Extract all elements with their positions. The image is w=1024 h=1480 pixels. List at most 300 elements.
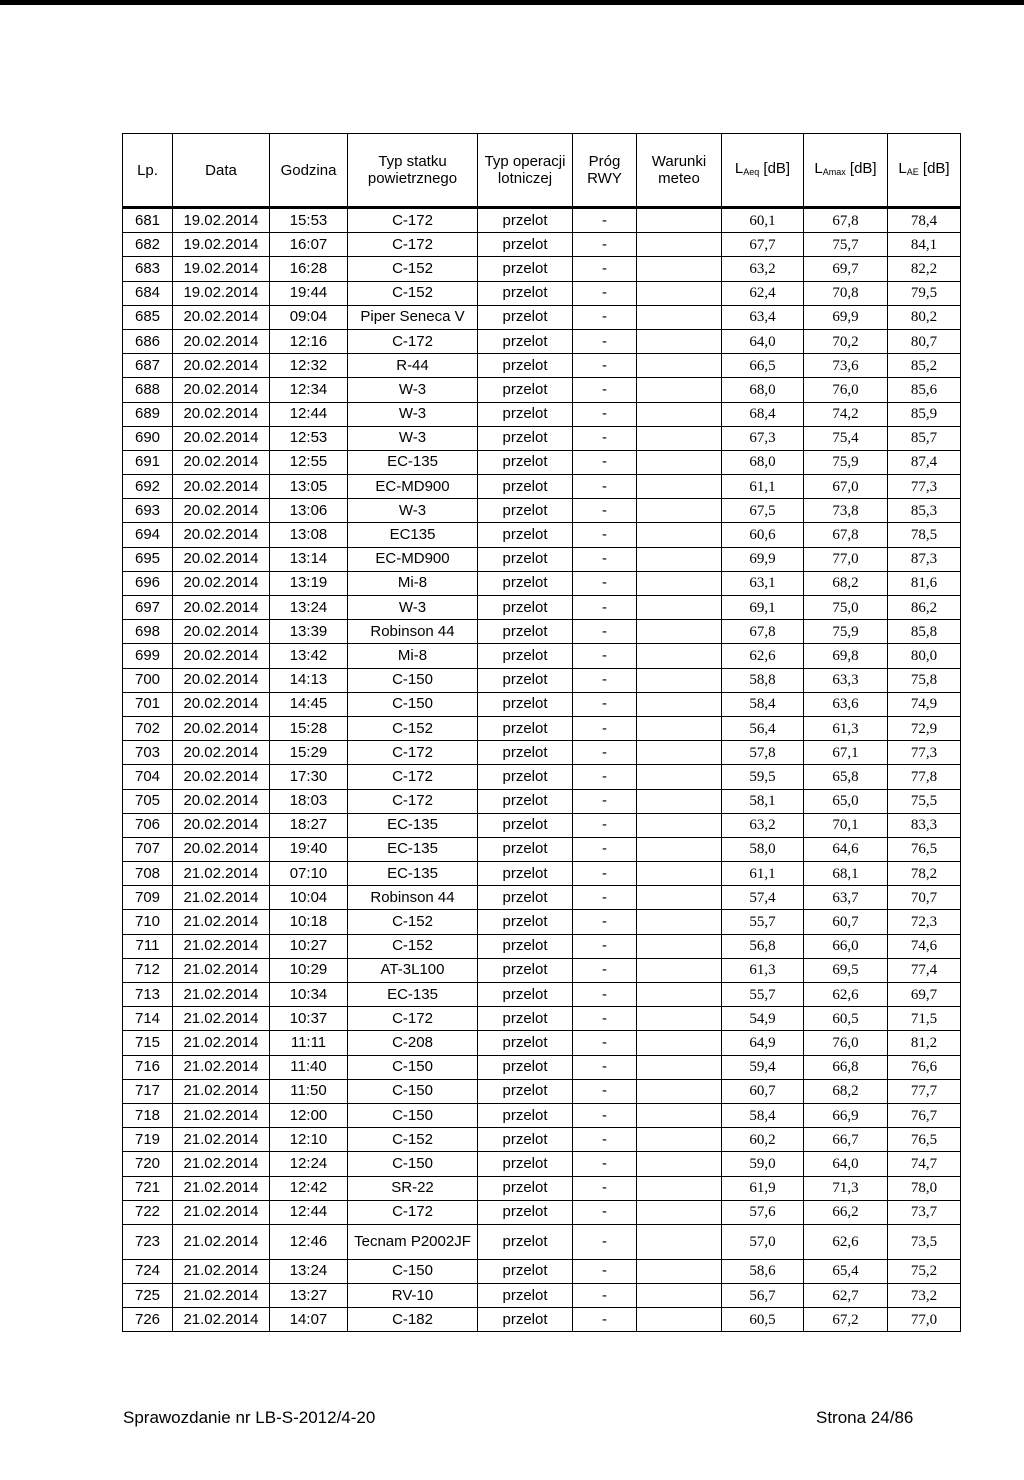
cell-lp: 726 <box>123 1308 173 1332</box>
cell-prog-rwy: - <box>573 741 637 765</box>
cell-lamax: 66,9 <box>804 1103 888 1127</box>
cell-prog-rwy: - <box>573 983 637 1007</box>
cell-data: 20.02.2014 <box>173 475 270 499</box>
header-lamax-unit: [dB] <box>845 159 877 177</box>
cell-lae: 78,0 <box>888 1176 961 1200</box>
cell-prog-rwy: - <box>573 208 637 233</box>
cell-prog-rwy: - <box>573 934 637 958</box>
cell-godzina: 13:05 <box>270 475 348 499</box>
cell-prog-rwy: - <box>573 547 637 571</box>
cell-lamax: 67,2 <box>804 1308 888 1332</box>
cell-lamax: 62,6 <box>804 983 888 1007</box>
cell-typ-statku: W-3 <box>348 378 478 402</box>
cell-godzina: 12:53 <box>270 426 348 450</box>
cell-data: 19.02.2014 <box>173 281 270 305</box>
cell-lae: 75,5 <box>888 789 961 813</box>
report-number: Sprawozdanie nr LB-S-2012/4-20 <box>123 1408 376 1427</box>
cell-typ-statku: C-172 <box>348 329 478 353</box>
cell-lp: 719 <box>123 1128 173 1152</box>
cell-typ-statku: W-3 <box>348 596 478 620</box>
cell-warunki-meteo <box>637 354 722 378</box>
cell-laeq: 67,7 <box>722 233 804 257</box>
cell-laeq: 63,1 <box>722 571 804 595</box>
cell-godzina: 10:37 <box>270 1007 348 1031</box>
cell-data: 20.02.2014 <box>173 668 270 692</box>
cell-typ-statku: C-172 <box>348 741 478 765</box>
cell-warunki-meteo <box>637 1055 722 1079</box>
cell-prog-rwy: - <box>573 233 637 257</box>
cell-warunki-meteo <box>637 402 722 426</box>
cell-typ-statku: W-3 <box>348 426 478 450</box>
cell-godzina: 12:10 <box>270 1128 348 1152</box>
top-border-rule <box>0 0 1024 5</box>
cell-lamax: 68,2 <box>804 571 888 595</box>
cell-warunki-meteo <box>637 523 722 547</box>
cell-laeq: 63,4 <box>722 305 804 329</box>
cell-warunki-meteo <box>637 1103 722 1127</box>
cell-prog-rwy: - <box>573 692 637 716</box>
cell-lamax: 69,9 <box>804 305 888 329</box>
cell-warunki-meteo <box>637 741 722 765</box>
cell-data: 20.02.2014 <box>173 450 270 474</box>
cell-prog-rwy: - <box>573 1031 637 1055</box>
cell-godzina: 15:28 <box>270 716 348 740</box>
table-row <box>123 1103 961 1127</box>
cell-laeq: 56,7 <box>722 1284 804 1308</box>
cell-data: 21.02.2014 <box>173 934 270 958</box>
cell-lp: 723 <box>123 1224 173 1259</box>
cell-typ-operacji: przelot <box>478 886 573 910</box>
cell-lamax: 77,0 <box>804 547 888 571</box>
cell-warunki-meteo <box>637 547 722 571</box>
cell-godzina: 13:24 <box>270 596 348 620</box>
cell-typ-statku: C-150 <box>348 1103 478 1127</box>
cell-laeq: 54,9 <box>722 1007 804 1031</box>
cell-lamax: 63,3 <box>804 668 888 692</box>
cell-warunki-meteo <box>637 1259 722 1283</box>
cell-godzina: 18:27 <box>270 813 348 837</box>
table-row <box>123 668 961 692</box>
cell-laeq: 55,7 <box>722 983 804 1007</box>
cell-lae: 77,0 <box>888 1308 961 1332</box>
cell-typ-statku: EC135 <box>348 523 478 547</box>
cell-lamax: 69,7 <box>804 257 888 281</box>
cell-lae: 85,2 <box>888 354 961 378</box>
table-row <box>123 1152 961 1176</box>
cell-prog-rwy: - <box>573 523 637 547</box>
cell-lamax: 71,3 <box>804 1176 888 1200</box>
cell-godzina: 11:11 <box>270 1031 348 1055</box>
cell-typ-operacji: przelot <box>478 958 573 982</box>
cell-data: 20.02.2014 <box>173 644 270 668</box>
cell-typ-operacji: przelot <box>478 1031 573 1055</box>
cell-typ-operacji: przelot <box>478 596 573 620</box>
cell-prog-rwy: - <box>573 329 637 353</box>
cell-lp: 682 <box>123 233 173 257</box>
cell-laeq: 63,2 <box>722 813 804 837</box>
cell-laeq: 64,0 <box>722 329 804 353</box>
table-row <box>123 1176 961 1200</box>
cell-lp: 705 <box>123 789 173 813</box>
cell-data: 21.02.2014 <box>173 1200 270 1224</box>
cell-lp: 716 <box>123 1055 173 1079</box>
cell-godzina: 12:46 <box>270 1224 348 1259</box>
cell-godzina: 14:45 <box>270 692 348 716</box>
table-row <box>123 886 961 910</box>
table-row <box>123 983 961 1007</box>
cell-prog-rwy: - <box>573 716 637 740</box>
cell-lamax: 76,0 <box>804 1031 888 1055</box>
cell-typ-statku: C-150 <box>348 1152 478 1176</box>
cell-lamax: 63,6 <box>804 692 888 716</box>
cell-typ-statku: W-3 <box>348 499 478 523</box>
cell-data: 21.02.2014 <box>173 862 270 886</box>
cell-laeq: 60,5 <box>722 1308 804 1332</box>
cell-prog-rwy: - <box>573 620 637 644</box>
cell-data: 20.02.2014 <box>173 741 270 765</box>
cell-typ-statku: Mi-8 <box>348 644 478 668</box>
cell-laeq: 67,5 <box>722 499 804 523</box>
cell-data: 20.02.2014 <box>173 789 270 813</box>
cell-prog-rwy: - <box>573 910 637 934</box>
cell-prog-rwy: - <box>573 257 637 281</box>
cell-godzina: 12:16 <box>270 329 348 353</box>
table-row <box>123 257 961 281</box>
cell-warunki-meteo <box>637 1308 722 1332</box>
header-lamax <box>804 134 888 208</box>
cell-laeq: 58,1 <box>722 789 804 813</box>
cell-typ-statku: C-172 <box>348 233 478 257</box>
cell-warunki-meteo <box>637 837 722 861</box>
cell-lae: 78,5 <box>888 523 961 547</box>
cell-typ-statku: EC-MD900 <box>348 475 478 499</box>
cell-lp: 711 <box>123 934 173 958</box>
cell-lp: 698 <box>123 620 173 644</box>
cell-lp: 685 <box>123 305 173 329</box>
cell-typ-statku: EC-135 <box>348 862 478 886</box>
header-laeq-unit: [dB] <box>759 159 791 177</box>
table-row <box>123 1224 961 1259</box>
cell-typ-statku: C-152 <box>348 281 478 305</box>
cell-typ-statku: C-208 <box>348 1031 478 1055</box>
cell-lp: 697 <box>123 596 173 620</box>
cell-laeq: 62,6 <box>722 644 804 668</box>
cell-lae: 87,4 <box>888 450 961 474</box>
cell-prog-rwy: - <box>573 837 637 861</box>
cell-prog-rwy: - <box>573 789 637 813</box>
cell-prog-rwy: - <box>573 1007 637 1031</box>
cell-lamax: 60,7 <box>804 910 888 934</box>
header-lamax-sub: Amax <box>822 166 846 177</box>
cell-warunki-meteo <box>637 281 722 305</box>
cell-typ-operacji: przelot <box>478 305 573 329</box>
table-row <box>123 934 961 958</box>
cell-prog-rwy: - <box>573 354 637 378</box>
table-row <box>123 862 961 886</box>
cell-prog-rwy: - <box>573 765 637 789</box>
cell-laeq: 57,4 <box>722 886 804 910</box>
cell-data: 21.02.2014 <box>173 1259 270 1283</box>
cell-godzina: 11:50 <box>270 1079 348 1103</box>
cell-data: 21.02.2014 <box>173 1031 270 1055</box>
cell-typ-statku: W-3 <box>348 402 478 426</box>
cell-typ-operacji: przelot <box>478 329 573 353</box>
cell-lae: 78,4 <box>888 208 961 233</box>
cell-lae: 85,6 <box>888 378 961 402</box>
cell-lamax: 68,1 <box>804 862 888 886</box>
cell-data: 20.02.2014 <box>173 813 270 837</box>
cell-laeq: 69,9 <box>722 547 804 571</box>
cell-data: 21.02.2014 <box>173 1284 270 1308</box>
header-lp: Lp. <box>123 134 173 208</box>
cell-typ-operacji: przelot <box>478 862 573 886</box>
cell-laeq: 57,8 <box>722 741 804 765</box>
cell-godzina: 13:19 <box>270 571 348 595</box>
cell-typ-statku: C-172 <box>348 789 478 813</box>
cell-lae: 72,9 <box>888 716 961 740</box>
cell-lp: 702 <box>123 716 173 740</box>
header-lae <box>888 134 961 208</box>
cell-warunki-meteo <box>637 329 722 353</box>
cell-data: 21.02.2014 <box>173 1055 270 1079</box>
table-row <box>123 1031 961 1055</box>
header-godzina: Godzina <box>270 134 348 208</box>
cell-laeq: 59,4 <box>722 1055 804 1079</box>
cell-lamax: 74,2 <box>804 402 888 426</box>
cell-laeq: 68,0 <box>722 378 804 402</box>
cell-typ-statku: Piper Seneca V <box>348 305 478 329</box>
cell-warunki-meteo <box>637 620 722 644</box>
cell-lae: 81,6 <box>888 571 961 595</box>
cell-typ-operacji: przelot <box>478 475 573 499</box>
cell-laeq: 61,3 <box>722 958 804 982</box>
cell-lamax: 76,0 <box>804 378 888 402</box>
cell-typ-operacji: przelot <box>478 354 573 378</box>
cell-lamax: 69,8 <box>804 644 888 668</box>
cell-typ-statku: Mi-8 <box>348 571 478 595</box>
cell-lamax: 75,9 <box>804 620 888 644</box>
cell-lamax: 70,8 <box>804 281 888 305</box>
cell-warunki-meteo <box>637 233 722 257</box>
cell-lae: 74,7 <box>888 1152 961 1176</box>
cell-lae: 80,7 <box>888 329 961 353</box>
cell-data: 20.02.2014 <box>173 402 270 426</box>
header-laeq-main: L <box>734 159 744 177</box>
cell-lp: 720 <box>123 1152 173 1176</box>
cell-lae: 74,6 <box>888 934 961 958</box>
cell-lp: 706 <box>123 813 173 837</box>
cell-prog-rwy: - <box>573 1284 637 1308</box>
page-number: Strona 24/86 <box>816 1408 914 1427</box>
cell-lae: 73,2 <box>888 1284 961 1308</box>
cell-warunki-meteo <box>637 1176 722 1200</box>
cell-lamax: 65,8 <box>804 765 888 789</box>
header-typ-operacji: Typ operacji lotniczej <box>478 134 573 208</box>
cell-prog-rwy: - <box>573 886 637 910</box>
cell-warunki-meteo <box>637 910 722 934</box>
cell-godzina: 12:42 <box>270 1176 348 1200</box>
cell-lae: 80,2 <box>888 305 961 329</box>
cell-typ-statku: C-152 <box>348 910 478 934</box>
table-row <box>123 499 961 523</box>
cell-typ-operacji: przelot <box>478 571 573 595</box>
cell-lae: 80,0 <box>888 644 961 668</box>
cell-prog-rwy: - <box>573 305 637 329</box>
cell-typ-operacji: przelot <box>478 1200 573 1224</box>
cell-data: 21.02.2014 <box>173 910 270 934</box>
cell-warunki-meteo <box>637 1200 722 1224</box>
table-row <box>123 378 961 402</box>
cell-laeq: 57,0 <box>722 1224 804 1259</box>
cell-prog-rwy: - <box>573 813 637 837</box>
cell-laeq: 66,5 <box>722 354 804 378</box>
cell-data: 20.02.2014 <box>173 837 270 861</box>
cell-laeq: 63,2 <box>722 257 804 281</box>
table-row <box>123 354 961 378</box>
cell-lamax: 75,9 <box>804 450 888 474</box>
cell-prog-rwy: - <box>573 1128 637 1152</box>
cell-typ-statku: C-150 <box>348 1055 478 1079</box>
cell-typ-operacji: przelot <box>478 523 573 547</box>
cell-lamax: 61,3 <box>804 716 888 740</box>
cell-godzina: 10:29 <box>270 958 348 982</box>
cell-typ-operacji: przelot <box>478 1128 573 1152</box>
cell-data: 21.02.2014 <box>173 886 270 910</box>
cell-warunki-meteo <box>637 1284 722 1308</box>
cell-warunki-meteo <box>637 716 722 740</box>
cell-lp: 695 <box>123 547 173 571</box>
cell-typ-statku: EC-MD900 <box>348 547 478 571</box>
cell-lamax: 62,7 <box>804 1284 888 1308</box>
cell-data: 21.02.2014 <box>173 1152 270 1176</box>
cell-lae: 75,8 <box>888 668 961 692</box>
table-row <box>123 644 961 668</box>
cell-typ-operacji: przelot <box>478 1176 573 1200</box>
cell-lp: 692 <box>123 475 173 499</box>
cell-prog-rwy: - <box>573 668 637 692</box>
cell-laeq: 60,2 <box>722 1128 804 1152</box>
cell-godzina: 13:42 <box>270 644 348 668</box>
cell-typ-statku: EC-135 <box>348 983 478 1007</box>
cell-lamax: 65,0 <box>804 789 888 813</box>
cell-lae: 82,2 <box>888 257 961 281</box>
cell-lamax: 70,1 <box>804 813 888 837</box>
cell-warunki-meteo <box>637 378 722 402</box>
table-row <box>123 571 961 595</box>
cell-laeq: 56,8 <box>722 934 804 958</box>
cell-warunki-meteo <box>637 499 722 523</box>
cell-lamax: 67,0 <box>804 475 888 499</box>
cell-typ-statku: C-172 <box>348 765 478 789</box>
table-row <box>123 958 961 982</box>
table-row <box>123 765 961 789</box>
table-row <box>123 402 961 426</box>
cell-lp: 718 <box>123 1103 173 1127</box>
cell-lp: 693 <box>123 499 173 523</box>
table-row <box>123 813 961 837</box>
cell-lae: 69,7 <box>888 983 961 1007</box>
cell-lamax: 66,0 <box>804 934 888 958</box>
cell-typ-operacji: przelot <box>478 934 573 958</box>
cell-lae: 87,3 <box>888 547 961 571</box>
cell-prog-rwy: - <box>573 644 637 668</box>
cell-laeq: 61,1 <box>722 475 804 499</box>
cell-lp: 691 <box>123 450 173 474</box>
table-row <box>123 305 961 329</box>
cell-godzina: 10:27 <box>270 934 348 958</box>
cell-lp: 686 <box>123 329 173 353</box>
cell-typ-operacji: przelot <box>478 1152 573 1176</box>
cell-godzina: 07:10 <box>270 862 348 886</box>
cell-lamax: 75,0 <box>804 596 888 620</box>
cell-warunki-meteo <box>637 1152 722 1176</box>
cell-laeq: 69,1 <box>722 596 804 620</box>
cell-data: 20.02.2014 <box>173 692 270 716</box>
cell-data: 20.02.2014 <box>173 305 270 329</box>
cell-warunki-meteo <box>637 1007 722 1031</box>
cell-godzina: 13:06 <box>270 499 348 523</box>
cell-data: 21.02.2014 <box>173 958 270 982</box>
cell-lamax: 64,6 <box>804 837 888 861</box>
cell-prog-rwy: - <box>573 1200 637 1224</box>
cell-prog-rwy: - <box>573 1224 637 1259</box>
cell-laeq: 58,6 <box>722 1259 804 1283</box>
cell-laeq: 58,8 <box>722 668 804 692</box>
cell-godzina: 09:04 <box>270 305 348 329</box>
cell-godzina: 12:34 <box>270 378 348 402</box>
cell-prog-rwy: - <box>573 281 637 305</box>
cell-warunki-meteo <box>637 426 722 450</box>
cell-typ-operacji: przelot <box>478 983 573 1007</box>
cell-laeq: 58,4 <box>722 1103 804 1127</box>
cell-typ-statku: C-172 <box>348 1007 478 1031</box>
cell-typ-statku: C-152 <box>348 257 478 281</box>
cell-typ-statku: C-150 <box>348 1079 478 1103</box>
table-row <box>123 547 961 571</box>
cell-typ-operacji: przelot <box>478 450 573 474</box>
cell-lae: 73,7 <box>888 1200 961 1224</box>
cell-prog-rwy: - <box>573 475 637 499</box>
table-row <box>123 1128 961 1152</box>
cell-typ-operacji: przelot <box>478 1259 573 1283</box>
cell-typ-statku: C-150 <box>348 692 478 716</box>
table-row <box>123 426 961 450</box>
cell-typ-statku: EC-135 <box>348 837 478 861</box>
cell-prog-rwy: - <box>573 450 637 474</box>
cell-godzina: 13:14 <box>270 547 348 571</box>
header-lae-sub: AE <box>906 166 919 177</box>
cell-typ-operacji: przelot <box>478 644 573 668</box>
cell-typ-operacji: przelot <box>478 1007 573 1031</box>
cell-laeq: 62,4 <box>722 281 804 305</box>
table-row <box>123 620 961 644</box>
cell-data: 19.02.2014 <box>173 233 270 257</box>
cell-warunki-meteo <box>637 886 722 910</box>
cell-data: 19.02.2014 <box>173 257 270 281</box>
header-laeq <box>722 134 804 208</box>
table-row <box>123 910 961 934</box>
cell-warunki-meteo <box>637 692 722 716</box>
cell-typ-statku: AT-3L100 <box>348 958 478 982</box>
cell-prog-rwy: - <box>573 1103 637 1127</box>
cell-typ-operacji: przelot <box>478 692 573 716</box>
cell-laeq: 61,1 <box>722 862 804 886</box>
cell-typ-operacji: przelot <box>478 499 573 523</box>
cell-typ-statku: SR-22 <box>348 1176 478 1200</box>
cell-warunki-meteo <box>637 305 722 329</box>
cell-lae: 83,3 <box>888 813 961 837</box>
cell-typ-statku: Tecnam P2002JF <box>348 1224 478 1259</box>
